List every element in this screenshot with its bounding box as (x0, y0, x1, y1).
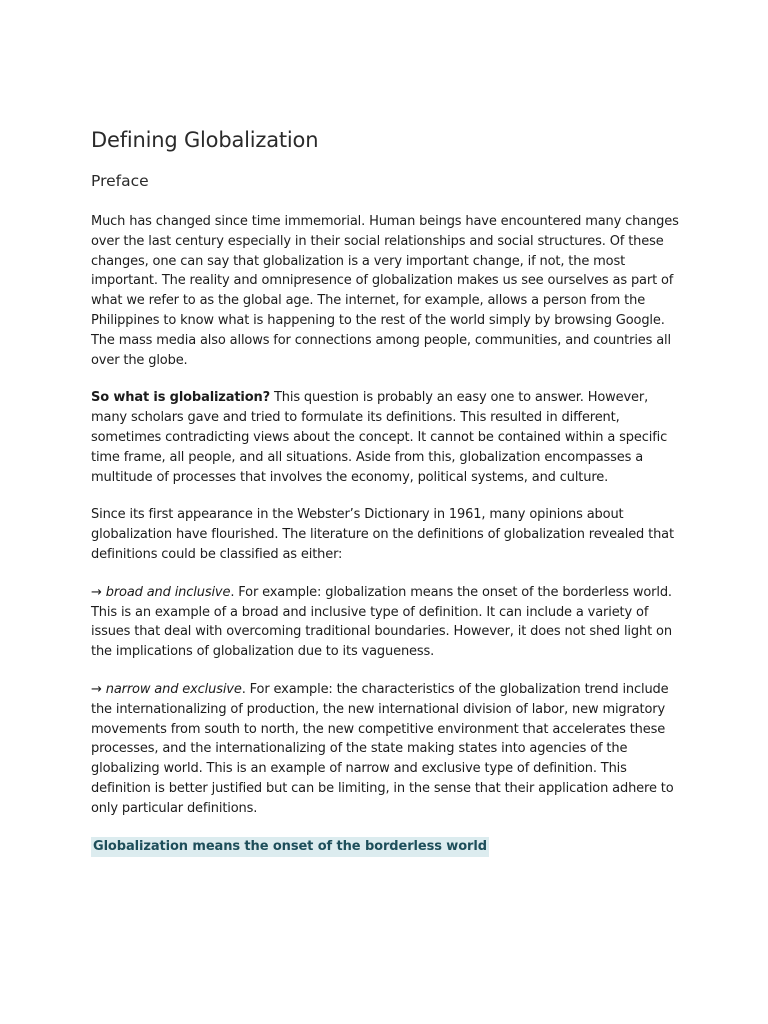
paragraph-broad-inclusive (91, 583, 681, 662)
arrow-icon: → (91, 681, 106, 697)
bold-question: So what is globalization? (91, 390, 270, 406)
italic-term: broad and inclusive (105, 584, 231, 600)
italic-term: narrow and exclusive (105, 681, 242, 697)
arrow-icon: → (91, 584, 106, 600)
paragraph-text: This question is probably an easy one to answer. However, many scholars gave and tried to formulate its definitions. This resulted in different, sometimes contradicting views about the concept. It cannot be contained within a specific time frame, all people, and all situations. Aside from this, globalization encompasses a multitude of processes that involves the economy, political systems, and culture. (91, 390, 668, 485)
paragraph-narrow-exclusive (91, 680, 681, 819)
paragraph-intro: Much has changed since time immemorial. Human beings have encountered many changes over the last century especially in their social relationships and social structures. Of these changes, one can say that globalization is a very important change, if not, the most important. The reality and omnipresence of globalization makes us see ourselves as part of what we refer to as the global age. The internet, for example, allows a person from the Philippines to know what is happening to the rest of the world simply by browsing Google. The mass media also allows for connections among people, communities, and countries all over the globe. (91, 214, 679, 368)
preface-heading: Preface (91, 172, 149, 190)
document-page (91, 124, 681, 857)
page-title: Defining Globalization (91, 128, 319, 152)
highlighted-heading: Globalization means the onset of the borderless world (91, 837, 489, 857)
paragraph-what-is-globalization (91, 388, 681, 487)
highlight-block (91, 835, 681, 857)
paragraph-text: . For example: the characteristics of the globalization trend include the internationalizing of production, the new international division of labor, new migratory movements from south to north, the new competitive environment that accelerates these processes, and the internationalizing of the state making states into agencies of the globalizing world. This is an example of narrow and exclusive type of definition. This definition is better justified but can be limiting, in the sense that their application adhere to only particular definitions. (91, 681, 674, 816)
paragraph-websters: Since its first appearance in the Webster’s Dictionary in 1961, many opinions about globalization have flourished. The literature on the definitions of globalization revealed that definitions could be classified as either: (91, 507, 674, 562)
paragraph-text: . For example: globalization means the onset of the borderless world. This is an example of a broad and inclusive type of definition. It can include a variety of issues that deal with overcoming traditional boundaries. However, it does not shed light on the implications of globalization due to its vagueness. (91, 584, 672, 660)
